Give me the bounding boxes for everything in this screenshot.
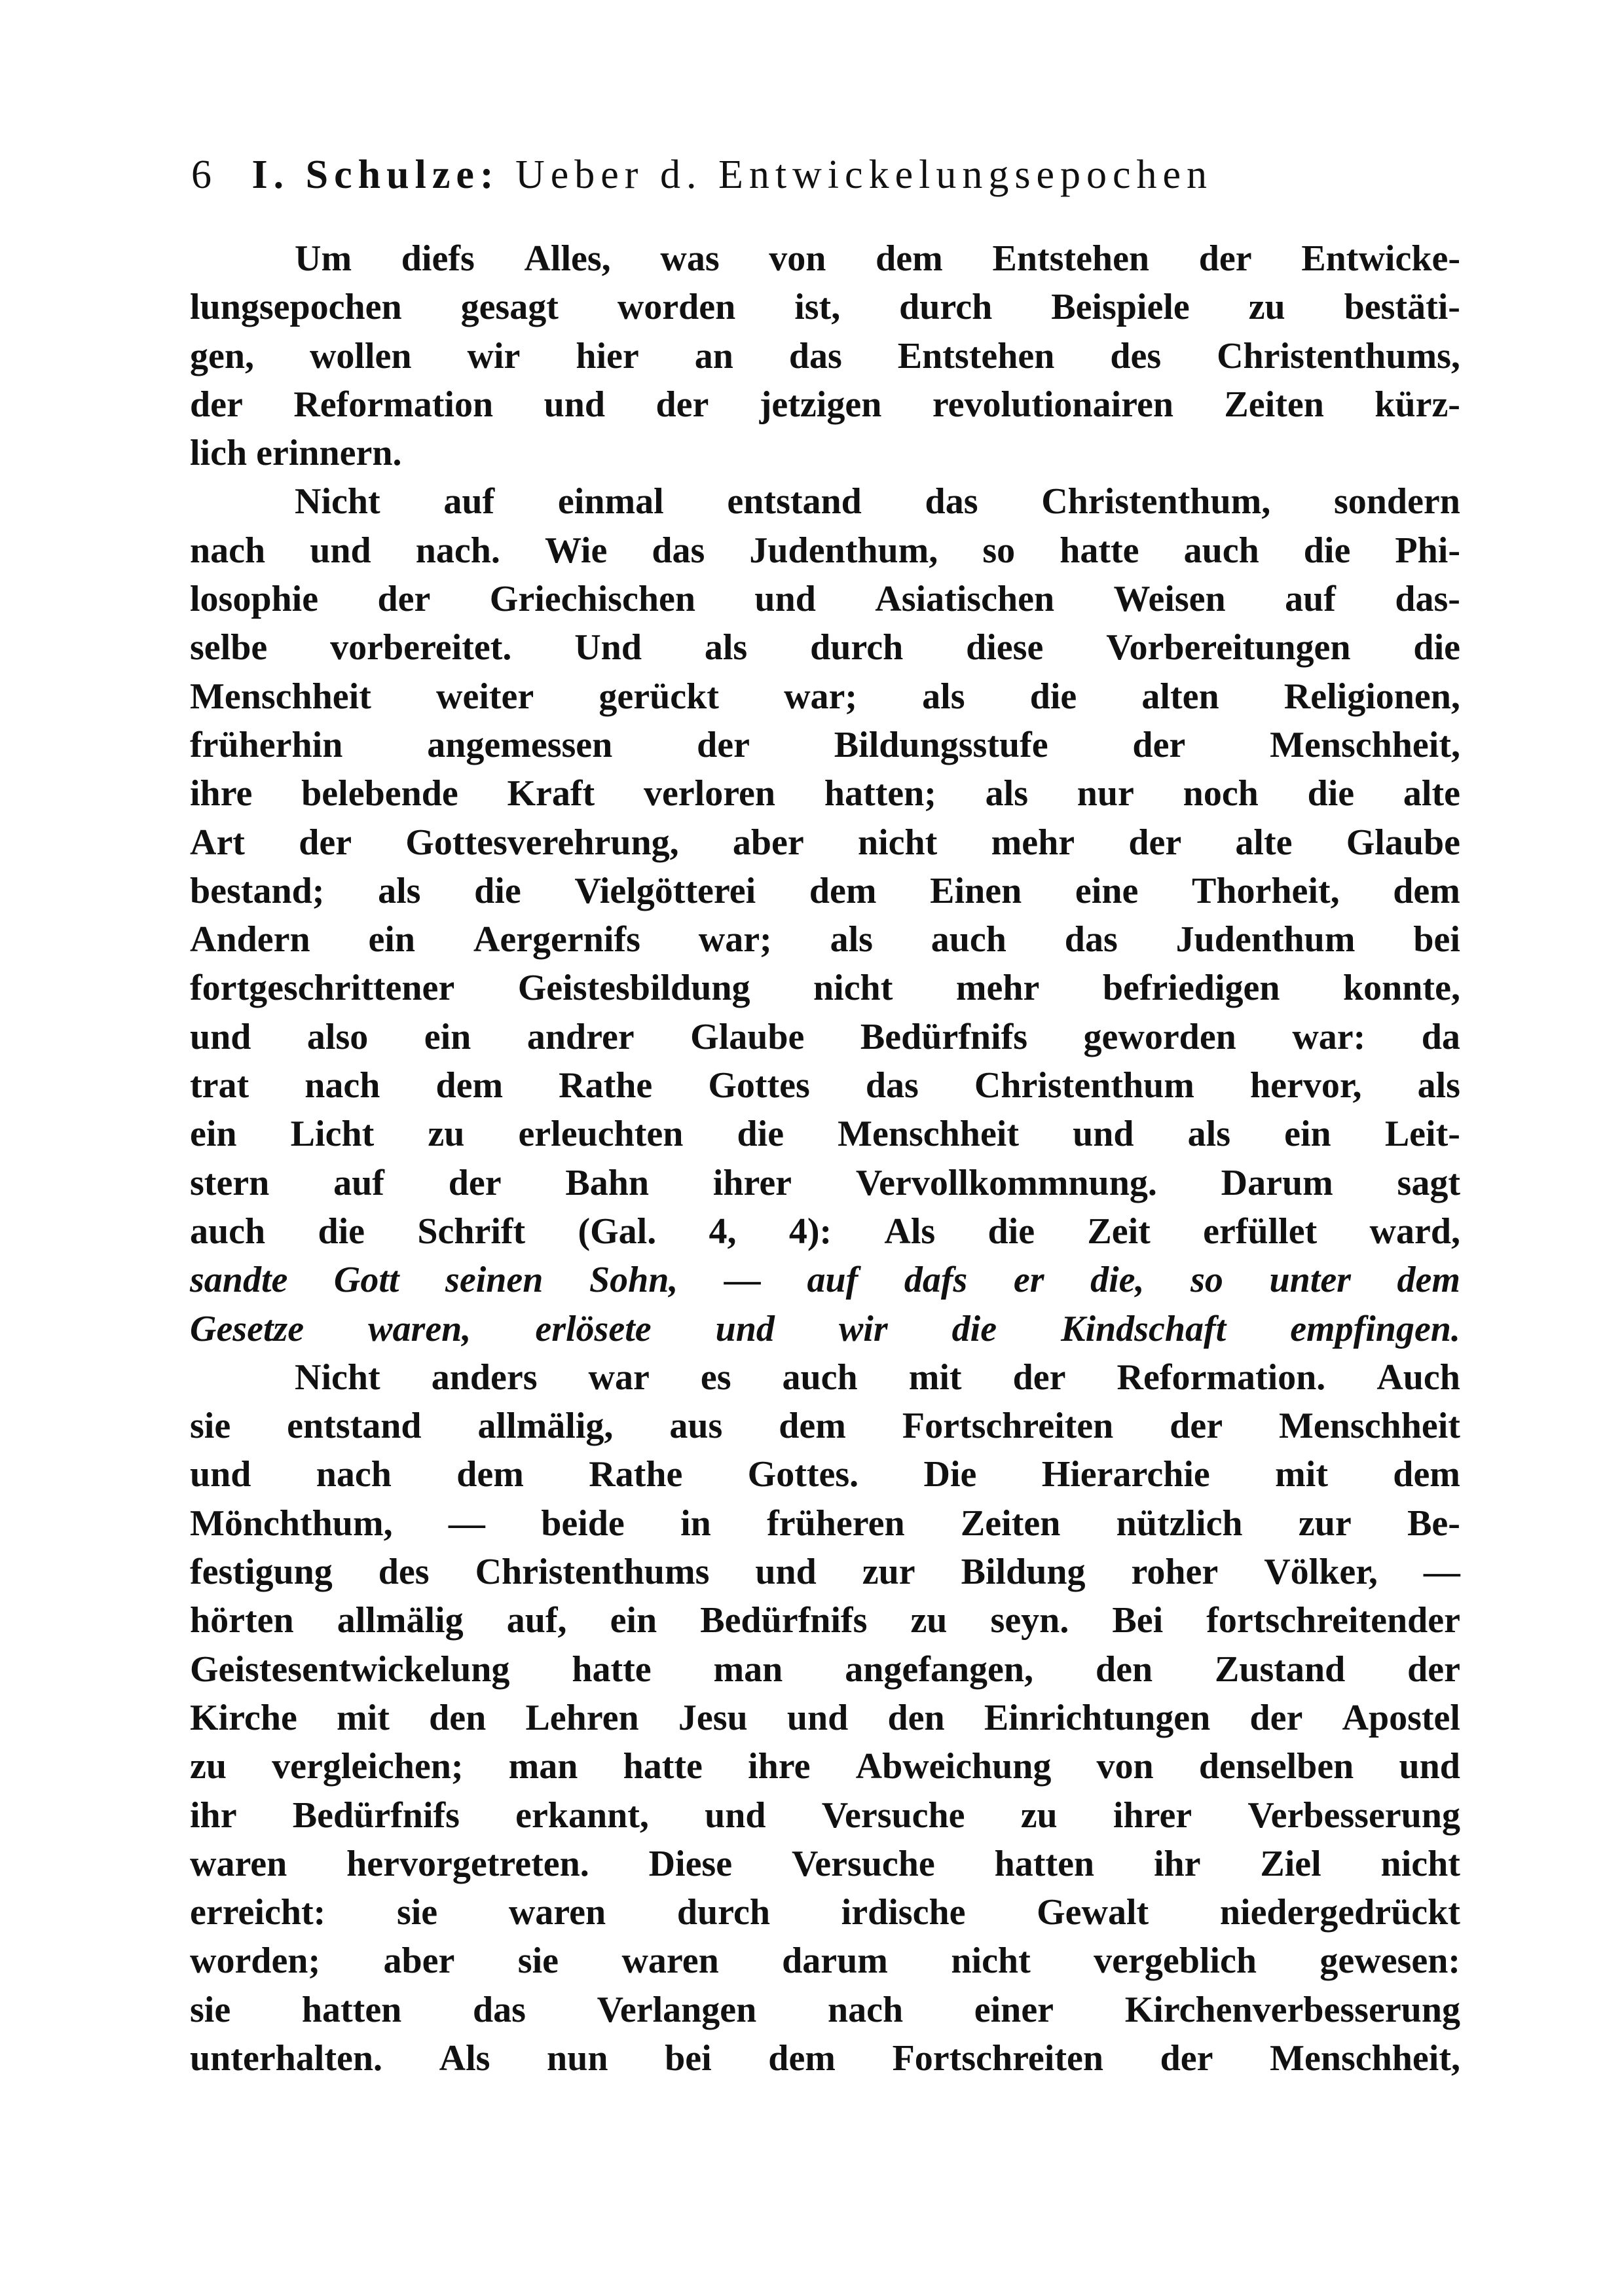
text-line: der Reformation und der jetzigen revolutionairen Zeiten kürz- — [190, 384, 1460, 425]
text-line: auch die Schrift (Gal. 4, 4): Als die Zeit erfüllet ward, — [190, 1211, 1460, 1252]
text-line: hörten allmälig auf, ein Bedürfnifs zu seyn. Bei fortschreitender — [190, 1600, 1460, 1641]
header-author: I. Schulze: — [251, 153, 500, 197]
text-line: stern auf der Bahn ihrer Vervollkommnung. Darum sagt — [190, 1162, 1460, 1203]
running-header — [191, 152, 1416, 198]
text-line: Menschheit weiter gerückt war; als die alten Religionen, — [190, 676, 1460, 717]
text-line: Andern ein Aergernifs war; als auch das Judenthum bei — [190, 919, 1460, 960]
text-line: und nach dem Rathe Gottes. Die Hierarchie mit dem — [190, 1454, 1460, 1495]
text-line: erreicht: sie waren durch irdische Gewalt niedergedrückt — [190, 1892, 1460, 1933]
page-number: 6 — [191, 153, 217, 197]
text-line: sie hatten das Verlangen nach einer Kirchenverbesserung — [190, 1989, 1460, 2030]
text-line: bestand; als die Vielgötterei dem Einen eine Thorheit, dem — [190, 870, 1460, 911]
text-line: Mönchthum, — beide in früheren Zeiten nützlich zur Be- — [190, 1503, 1460, 1544]
header-title: Ueber d. Entwickelungsepochen — [515, 153, 1213, 197]
text-line: fortgeschrittener Geistesbildung nicht mehr befriedigen konnte, — [190, 968, 1460, 1009]
text-line: zu vergleichen; man hatte ihre Abweichung von denselben und — [190, 1746, 1460, 1787]
text-line: trat nach dem Rathe Gottes das Christenthum hervor, als — [190, 1065, 1460, 1106]
text-line: lungsepochen gesagt worden ist, durch Beispiele zu bestäti- — [190, 287, 1460, 328]
text-line: sandte Gott seinen Sohn, — auf dafs er die, so unter dem — [190, 1260, 1460, 1301]
text-line: lich erinnern. — [190, 433, 402, 474]
text-line: waren hervorgetreten. Diese Versuche hatten ihr Ziel nicht — [190, 1843, 1460, 1884]
text-line: selbe vorbereitet. Und als durch diese Vorbereitungen die — [190, 627, 1460, 668]
text-line: festigung des Christenthums und zur Bildung roher Völker, — — [190, 1552, 1460, 1593]
text-line: Nicht auf einmal entstand das Christenthum, sondern — [295, 481, 1460, 522]
text-line: sie entstand allmälig, aus dem Fortschreiten der Menschheit — [190, 1406, 1460, 1447]
text-line: ihr Bedürfnifs erkannt, und Versuche zu ihrer Verbesserung — [190, 1795, 1460, 1836]
text-line: Kirche mit den Lehren Jesu und den Einrichtungen der Apostel — [190, 1697, 1460, 1738]
text-line: Nicht anders war es auch mit der Reformation. Auch — [295, 1357, 1460, 1398]
body-text — [190, 234, 1460, 2083]
text-line: ein Licht zu erleuchten die Menschheit und als ein Leit- — [190, 1114, 1460, 1155]
text-line: gen, wollen wir hier an das Entstehen des Christenthums, — [190, 335, 1460, 376]
text-line: Um diefs Alles, was von dem Entstehen der Entwicke- — [295, 238, 1460, 279]
text-line: ihre belebende Kraft verloren hatten; als nur noch die alte — [190, 773, 1460, 814]
text-line: und also ein andrer Glaube Bedürfnifs geworden war: da — [190, 1016, 1460, 1057]
text-line: nach und nach. Wie das Judenthum, so hatte auch die Phi- — [190, 530, 1460, 571]
text-line: worden; aber sie waren darum nicht vergeblich gewesen: — [190, 1941, 1460, 1982]
text-line: Gesetze waren, erlösete und wir die Kindschaft empfingen. — [190, 1308, 1460, 1349]
text-line: Art der Gottesverehrung, aber nicht mehr der alte Glaube — [190, 822, 1460, 863]
text-line: früherhin angemessen der Bildungsstufe der Menschheit, — [190, 724, 1460, 765]
text-line: Geistesentwickelung hatte man angefangen, den Zustand der — [190, 1649, 1460, 1690]
text-line: losophie der Griechischen und Asiatischen Weisen auf das- — [190, 579, 1460, 620]
text-line: unterhalten. Als nun bei dem Fortschreiten der Menschheit, — [190, 2037, 1460, 2079]
